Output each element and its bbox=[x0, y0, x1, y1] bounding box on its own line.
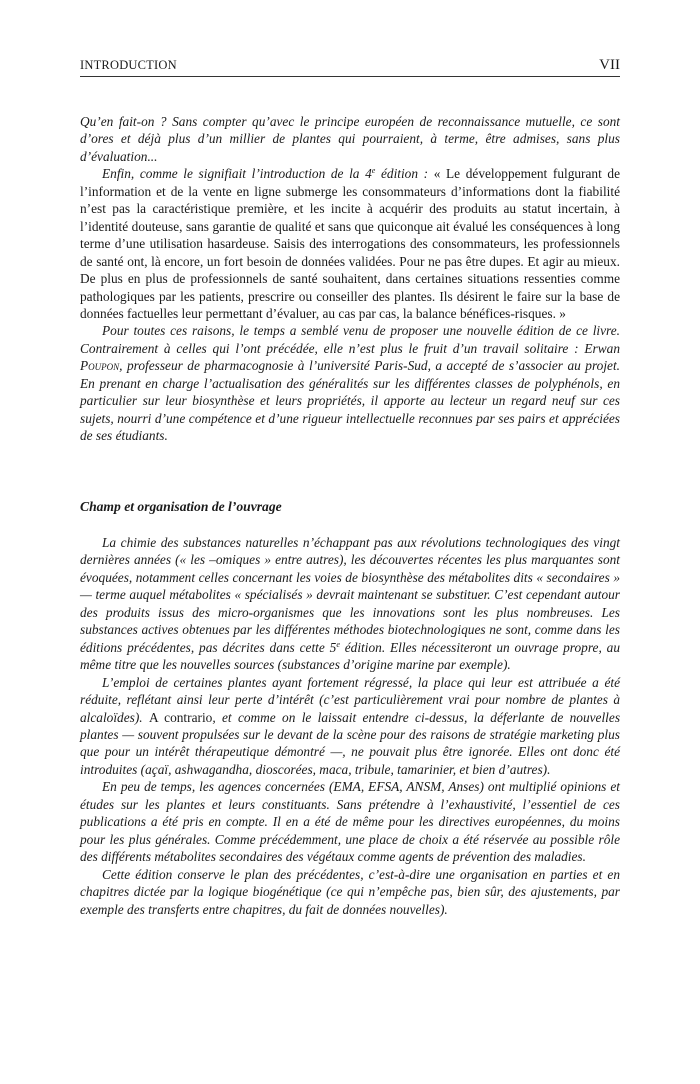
section-heading: Champ et organisation de l’ouvrage bbox=[80, 499, 282, 514]
quote: « Le développement fulgurant de l’information et de la vente en ligne submerge les consommateurs d’informations dont la fiabilité n’est pas la caractéristique première, et les incite à acquérir des produits au statut incertain, à l’identité douteuse, sans garantie de qualité et sans que quiconque ait évalué les conséquences à long terme d’une utilisation hasardeuse. Saisis des interrogations des consommateurs, les professionnels de santé ont, là encore, un fort besoin de données validées. Pour ne pas être dupes. Et agir au mieux. De plus en plus de professionnels de santé souhaitent, dans certaines situations ressenties comme pathologiques par les patients, prescrire ou conseiller des plantes. Ils désirent le faire sur la base de données factuelles leur permettant d’évaluer, au cas par cas, la balance bénéfices-risques. » bbox=[80, 166, 621, 321]
paragraph: Qu’en fait-on ? Sans compter qu’avec le principe européen de reconnaissance mutuelle, ce sont d’ores et déjà plus d’un millier de plantes qui pourraient, à terme, être admises, sans plus d’évaluation... bbox=[80, 114, 620, 164]
paragraph: Enfin, comme le signifiait l’introduction de la 4e édition : « Le développement fulgurant de l’information et de la vente en ligne submerge les consommateurs d’informations dont la fiabilité n’est pas la caractéristique première, et les incite à acquérir des produits au statut incertain, à l’identité douteuse, sans garantie de qualité et sans que quiconque ait évalué les conséquences à long terme d’une utilisation hasardeuse. Saisis des interrogations des consommateurs, les professionnels de santé ont, là encore, un fort besoin de données validées. Pour ne pas être dupes. Et agir au mieux. De plus en plus de professionnels de santé souhaitent, dans certaines situations ressenties comme pathologiques par les patients, prescrire ou conseiller des plantes. Ils désirent le faire sur la base de données factuelles leur permettant d’évaluer, au cas par cas, la balance bénéfices-risques. » bbox=[80, 166, 621, 321]
paragraph: Cette édition conserve le plan des précédentes, c’est-à-dire une organisation en parties et en chapitres dictée par la logique biogénétique (ce qui n’empêche pas, bien sûr, des ajustements, par exemple des transferts entre chapitres, du fait de données nouvelles). bbox=[80, 866, 620, 917]
paragraph: En peu de temps, les agences concernées (EMA, EFSA, ANSM, Anses) ont multiplié opinions et études sur les plantes et leurs constituants. Sans prétendre à l’exhaustivité, l’essentiel de ces publications a été pris en compte. Il en a été de même pour les directives européennes, du moins pour les plus générales. Comme précédemment, une place de choix a été réservée au possible rôle des différents métabolites secondaires des végétaux comme agents de prévention des maladies. bbox=[80, 779, 620, 865]
paragraph: L’emploi de certaines plantes ayant fortement régressé, la place qui leur est attribuée a été réduite, reflétant ainsi leur perte d’intérêt (c’est particulièrement vrai pour nombre de plantes à alcaloïdes). A contrario, et comme on le laissait entendre ci-dessus, la déferlante de nouvelles plantes — souvent propulsées sur le devant de la scène pour des raisons de stratégie marketing plus que pour un intérêt thérapeutique démontré —, ne pouvait plus être ignorée. Elles ont donc été introduites (açaï, ashwagandha, dioscorées, maca, tribule, tamarinier, et bien d’autres). bbox=[80, 674, 621, 777]
author-name: Poupon bbox=[80, 358, 120, 374]
paragraph: Pour toutes ces raisons, le temps a semblé venu de proposer une nouvelle édition de ce livre. Contrairement à celles qui l’ont précédée, elle n’est plus le fruit d’un travail solitaire : Erwan Poupon, professeur de pharmacognosie à l’université Paris-Sud, a accepté de s’associer au projet. En prenant en charge l’actualisation des généralités sur les différentes classes de polyphénols, en particulier sur leur biosynthèse et leurs propriétés, il apporte au lecteur un regard neuf sur ces sujets, nourri d’une compétence et d’une rigueur intellectuelle reconnues par ses pairs et appréciées de ses étudiants. bbox=[80, 323, 620, 444]
intro-text bbox=[80, 113, 620, 445]
section-text bbox=[80, 534, 620, 918]
running-header-title: INTRODUCTION bbox=[80, 58, 177, 72]
paragraph: La chimie des substances naturelles n’échappant pas aux révolutions technologiques des vingt dernières années (« les –omiques » entre autres), les découvertes récentes les plus marquantes sont évoquées, notamment celles concernant les voies de biosynthèse des métabolites dits « secondaires » — terme auquel métabolites « spécialisés » devrait maintenant se substituer. C’est cependant autour des produits issus des micro-organismes que les innovations sont les plus nombreuses. Les substances actives obtenues par les différentes méthodes biotechnologiques ne sont, comme dans les éditions précédentes, pas décrites dans cette 5e édition. Elles nécessiteront un ouvrage propre, au même titre que les nouvelles sources (substances d’origine marine par exemple). bbox=[80, 535, 620, 673]
running-header bbox=[80, 56, 620, 77]
page-number: VII bbox=[599, 57, 620, 73]
